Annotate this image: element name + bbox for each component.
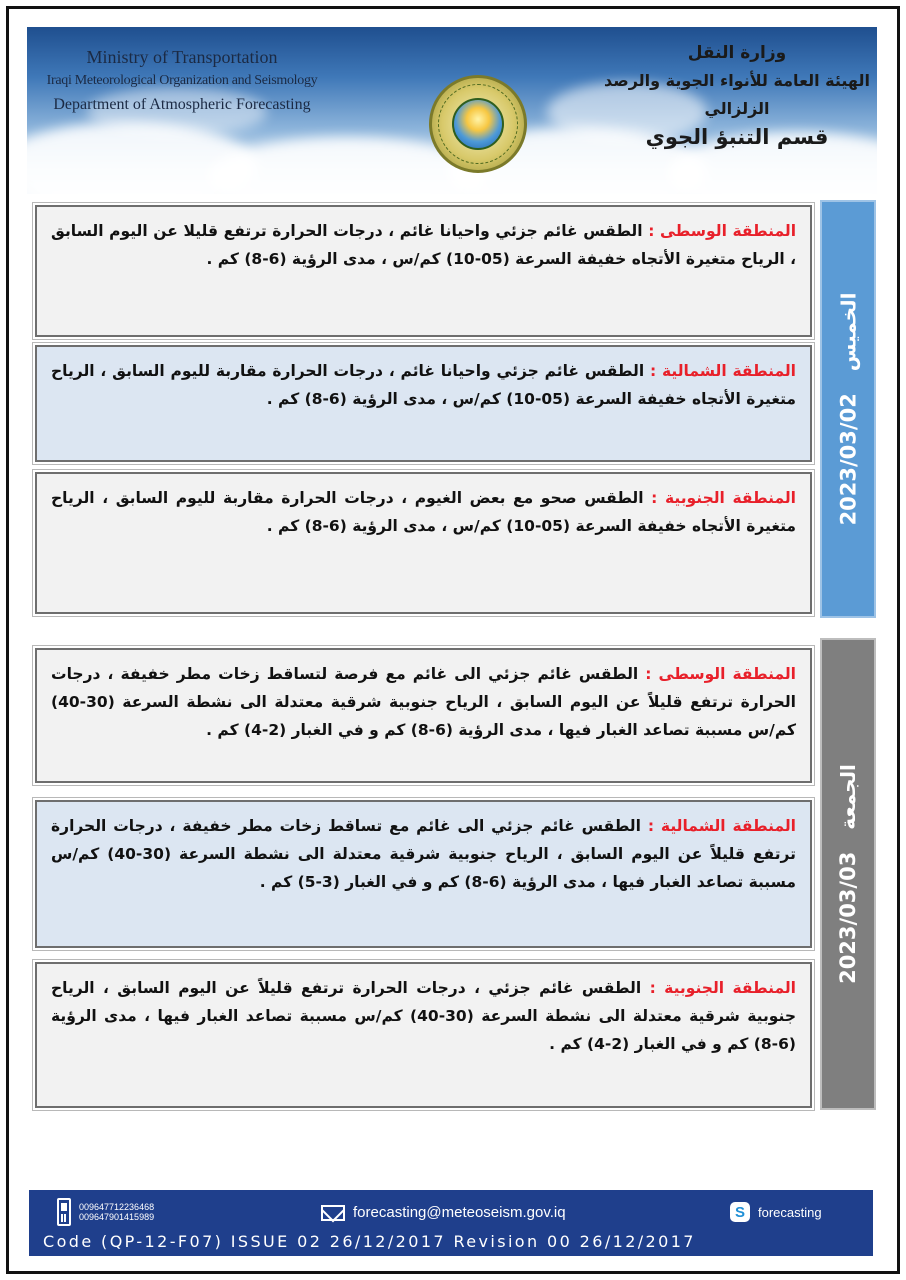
region-name: المنطقة الشمالية :: [647, 817, 796, 835]
day-name: الجمعة: [836, 764, 860, 830]
phone-number-2: 009647901415989: [79, 1212, 155, 1222]
skype-handle[interactable]: forecasting: [758, 1204, 822, 1220]
ministry-title-en: Ministry of Transportation: [86, 47, 278, 67]
region-forecast-text: الطقس غائم جزئي الى غائم مع تساقط زخات مطر خفيفة ، درجات الحرارة ترتفع قليلاً عن اليوم السابق ، الرياح جنوبية شرقية معتدلة الى نشطة السرعة (30-40) كم/س مسببة تصاعد الغبار فيها ، مدى الرؤية (6-8) كم و في الغبار (3-5) كم .: [51, 817, 796, 891]
region-name: المنطقة الجنوبية :: [651, 489, 796, 507]
forecast-north-day2: [35, 800, 812, 948]
forecast-south-day2: [35, 962, 812, 1108]
email-address[interactable]: forecasting@meteoseism.gov.iq: [353, 1204, 566, 1221]
forecast-central-day2: [35, 648, 812, 783]
region-name: المنطقة الوسطى :: [645, 665, 796, 683]
forecast-central-day1: [35, 205, 812, 337]
organization-title-en: Iraqi Meteorological Organization and Seismology: [46, 73, 318, 88]
department-title-ar: قسم التنبؤ الجوي: [645, 125, 829, 149]
region-forecast-text: الطقس غائم جزئي ، درجات الحرارة ترتفع قليلاً عن اليوم السابق ، الرياح جنوبية شرقية معتدلة الى نشطة السرعة (30-40) كم/س مسببة تصاعد الغبار فيها ، مدى الرؤية (6-8) كم و في الغبار (2-4) كم .: [51, 979, 796, 1053]
day-name: الخميس: [836, 292, 861, 372]
skype-icon: S: [730, 1202, 750, 1222]
region-forecast-text: الطقس غائم جزئي واحيانا غائم ، درجات الحرارة مقاربة لليوم السابق ، الرياح متغيرة الأتجاه خفيفة السرعة (05-10) كم/س ، مدى الرؤية (6-8) كم .: [51, 362, 796, 408]
day-date: 2023/03/03: [836, 851, 860, 984]
phone-contact: [57, 1198, 154, 1226]
day-date: 2023/03/02: [836, 393, 861, 526]
organization-seal-icon: [429, 75, 527, 173]
envelope-icon: [321, 1205, 345, 1221]
region-name: المنطقة الوسطى :: [648, 222, 797, 240]
header-english: [27, 45, 337, 117]
phone-number-1: 009647712236468: [79, 1202, 155, 1212]
region-forecast-text: الطقس غائم جزئي واحيانا غائم ، درجات الحرارة ترتفع قليلا عن اليوم السابق ، الرياح متغيرة الأتجاه خفيفة السرعة (05-10) كم/س ، مدى الرؤية (6-8) كم .: [51, 222, 796, 268]
header-arabic: [597, 39, 877, 151]
day-bar-thursday: [820, 200, 876, 618]
day-bar-friday: [820, 638, 876, 1110]
organization-title-ar: الهيئة العامة للأنواء الجوية والرصد الزلزالي: [604, 71, 870, 118]
footer-bar: [29, 1190, 873, 1256]
skype-contact[interactable]: [730, 1202, 822, 1222]
region-name: المنطقة الشمالية :: [649, 362, 796, 380]
region-forecast-text: الطقس غائم جزئي الى غائم مع فرصة لتساقط زخات مطر خفيفة ، درجات الحرارة ترتفع قليلاً عن اليوم السابق ، الرياح جنوبية شرقية معتدلة الى نشطة السرعة (30-40) كم/س مسببة تصاعد الغبار فيها ، مدى الرؤية (6-8) كم و في الغبار (2-4) كم .: [51, 665, 796, 739]
forecast-north-day1: [35, 345, 812, 462]
ministry-title-ar: وزارة النقل: [687, 43, 787, 63]
header-banner: [27, 27, 877, 194]
department-title-en: Department of Atmospheric Forecasting: [53, 96, 311, 113]
region-name: المنطقة الجنوبية :: [649, 979, 796, 997]
forecast-south-day1: [35, 472, 812, 614]
document-code-line: Code (QP-12-F07) ISSUE 02 26/12/2017 Revision 00 26/12/2017: [43, 1232, 696, 1251]
region-forecast-text: الطقس صحو مع بعض الغيوم ، درجات الحرارة مقاربة لليوم السابق ، الرياح متغيرة الأتجاه خفيفة السرعة (05-10) كم/س ، مدى الرؤية (6-8) كم .: [51, 489, 796, 535]
phone-icon: [57, 1198, 71, 1226]
email-contact[interactable]: [321, 1204, 566, 1221]
